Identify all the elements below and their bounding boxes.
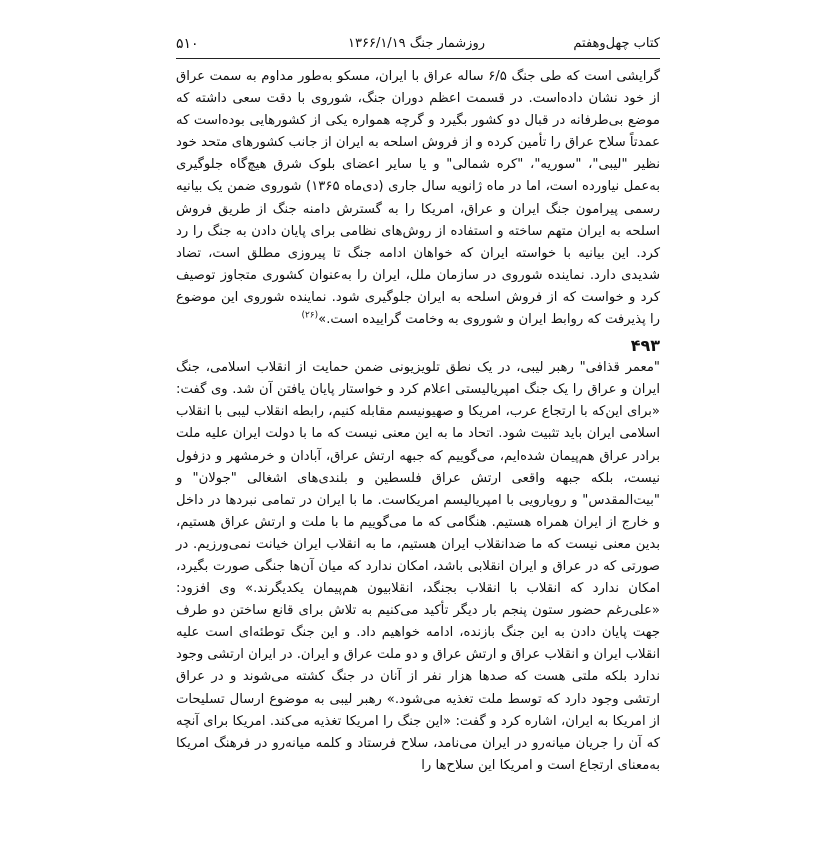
page-body (176, 66, 660, 777)
paragraph-text: گرایشی است که طی جنگ ۶/۵ ساله عراق با ایران، مسکو به‌طور مداوم به سمت عراق از خود نشان داده‌است. در قسمت اعظم دوران جنگ، شوروی با دقت سعی داشته که موضع بی‌طرفانه در قبال دو کشور بگیرد و گرچه همواره یکی از کشورهایی بوده‌است که عمدتاً سلاح عراق را تأمین کرده و از فروش اسلحه به ایران از جانب کشورهای متحد خود نظیر "لیبی"، "سوریه"، "کره شمالی" و یا سایر اعضای بلوک شرق هیچ‌گاه جلوگیری به‌عمل نیاورده است، اما در ماه ژانویه سال جاری (دی‌ماه ۱۳۶۵) شوروی ضمن یک بیانیه رسمی پیرامون جنگ ایران و عراق، امریکا را به گسترش دامنه جنگ از طریق فروش اسلحه به ایران متهم ساخته و استفاده از روش‌های نظامی برای پایان دادن به جنگ را رد کرد. این بیانیه با خواسته ایران که خواهان ادامه جنگ تا پیروزی مطلق است، تضاد شدیدی دارد. نماینده شوروی در سازمان ملل، ایران را به‌عنوان کشوری متجاوز توصیف کرد و خواست که از فروش اسلحه به ایران جلوگیری شود. نماینده شوروی این موضوع را پذیرفت که روابط ایران و شوروی به وخامت گراییده است.» (176, 69, 660, 328)
entry-number: ۴۹۳ (630, 336, 660, 356)
book-title: کتاب چهل‌وهفتم (573, 36, 660, 51)
running-header (176, 36, 660, 59)
chronicle-date: روزشمار جنگ ۱۳۶۶/۱/۱۹ (348, 36, 485, 51)
footnote-ref: (۲۶) (301, 310, 319, 321)
paragraph-continued (176, 66, 660, 331)
page-number: ۵۱۰ (176, 36, 199, 52)
entry-paragraph: "معمر قذافی" رهبر لیبی، در یک نطق تلویزیونی ضمن حمایت از انقلاب اسلامی، جنگ ایران و عراق را یک جنگ امپریالیستی اعلام کرد و خواستار پایان یافتن آن شد. وی گفت: «برای این‌که با ارتجاع عرب، امریکا و صهیونیسم مقابله کنیم، رابطه انقلاب لیبی با انقلاب اسلامی ایران باید تثبیت شود. اتحاد ما به این معنی نیست که ما با دولت ایران علیه ملت برادر عراق هم‌پیمان شده‌ایم، می‌گوییم که جبهه ارتش عراق، آبادان و خرمشهر و دزفول نیست، بلکه جبهه واقعی ارتش عراق فلسطین و بلندی‌های اشغالی "جولان" و "بیت‌المقدس" و رویارویی با امپریالیسم امریکاست. ما با ایران در تمامی نبردها در داخل و خارج از ایران همراه هستیم. هنگامی که ما می‌گوییم ما با ملت و ارتش عراق هستیم، بدین معنی نیست که ما ضدانقلاب ایران هستیم، ما به انقلاب ایران خیانت نمی‌ورزیم. در صورتی که در عراق و ایران انقلابی باشد، امکان ندارد که میان آن‌ها جنگی صورت بگیرد، امکان ندارد که انقلاب با انقلاب بجنگد، انقلابیون هم‌پیمان یکدیگرند.» وی افزود: «علی‌رغم حضور ستون پنجم بار دیگر تأکید می‌کنیم به تلاش برای قانع ساختن دو طرف جهت پایان دادن به این جنگ بازنده، ادامه خواهیم داد. و این جنگ توطئه‌ای است علیه انقلاب ایران و انقلاب عراق و ارتش عراق و دو ملت عراق و ایران. در ایران ارتشی وجود ندارد بلکه ملتی هست که صدها هزار نفر از آنان در جنگ کشته می‌شوند و در عراق ارتشی وجود دارد که توسط ملت تغذیه می‌شود.» رهبر لیبی به موضوع ارسال تسلیحات از امریکا به ایران، اشاره کرد و گفت: «این جنگ را امریکا تغذیه می‌کند. امریکا برای آنچه که آن را جریان میانه‌رو در ایران می‌نامد، سلاح فرستاد و کلمه میانه‌رو در فرهنگ امریکا به‌معنای ارتجاع است و امریکا این سلاح‌ها را (176, 360, 660, 773)
